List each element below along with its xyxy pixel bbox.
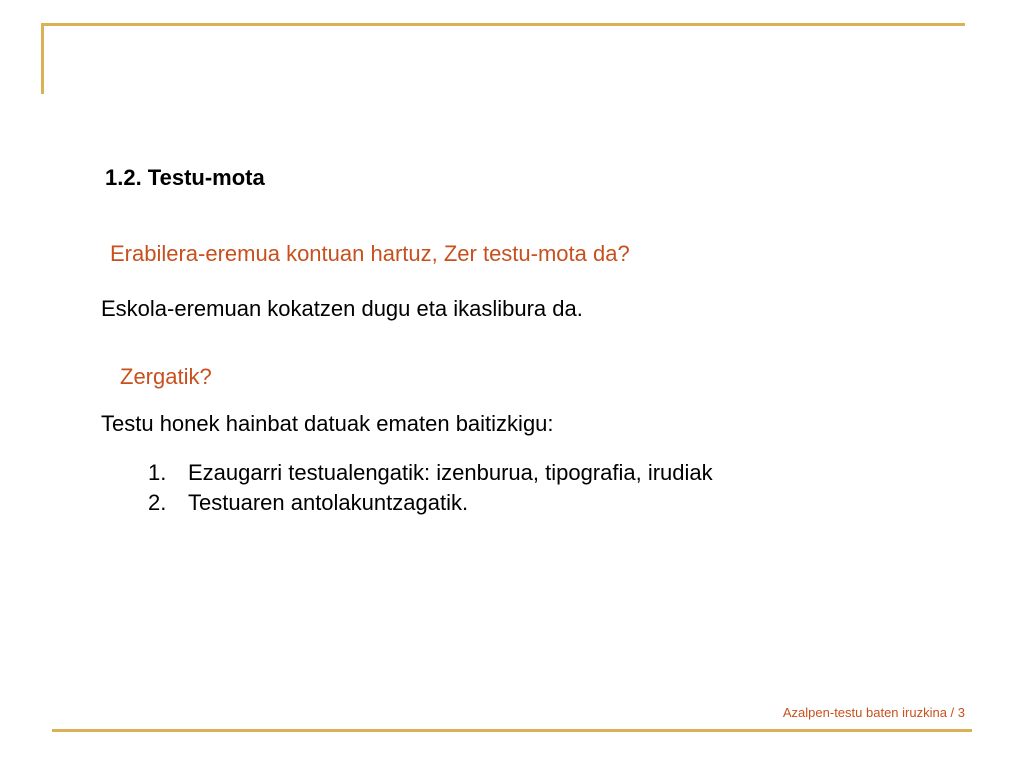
frame-left-line xyxy=(41,23,44,94)
reasons-list xyxy=(148,458,713,518)
answer-usage-area: Eskola-eremuan kokatzen dugu eta ikaslibura da. xyxy=(101,296,583,321)
list-item-number: 1. xyxy=(148,460,167,485)
answer-why: Testu honek hainbat datuak ematen baitizkigu: xyxy=(101,411,554,436)
list-item-number: 2. xyxy=(148,490,167,515)
list-item xyxy=(148,458,713,488)
list-item-text: Ezaugarri testualengatik: izenburua, tipografia, irudiak xyxy=(188,460,713,485)
slide-heading: 1.2. Testu-mota xyxy=(105,165,265,190)
slide-footer: Azalpen-testu baten iruzkina / 3 xyxy=(782,705,965,720)
question-why: Zergatik? xyxy=(120,364,212,389)
list-item xyxy=(148,488,713,518)
question-usage-area: Erabilera-eremua kontuan hartuz, Zer testu-mota da? xyxy=(110,241,630,266)
frame-top-line xyxy=(41,23,965,26)
list-item-text: Testuaren antolakuntzagatik. xyxy=(188,490,469,515)
frame-bottom-line xyxy=(52,729,972,732)
